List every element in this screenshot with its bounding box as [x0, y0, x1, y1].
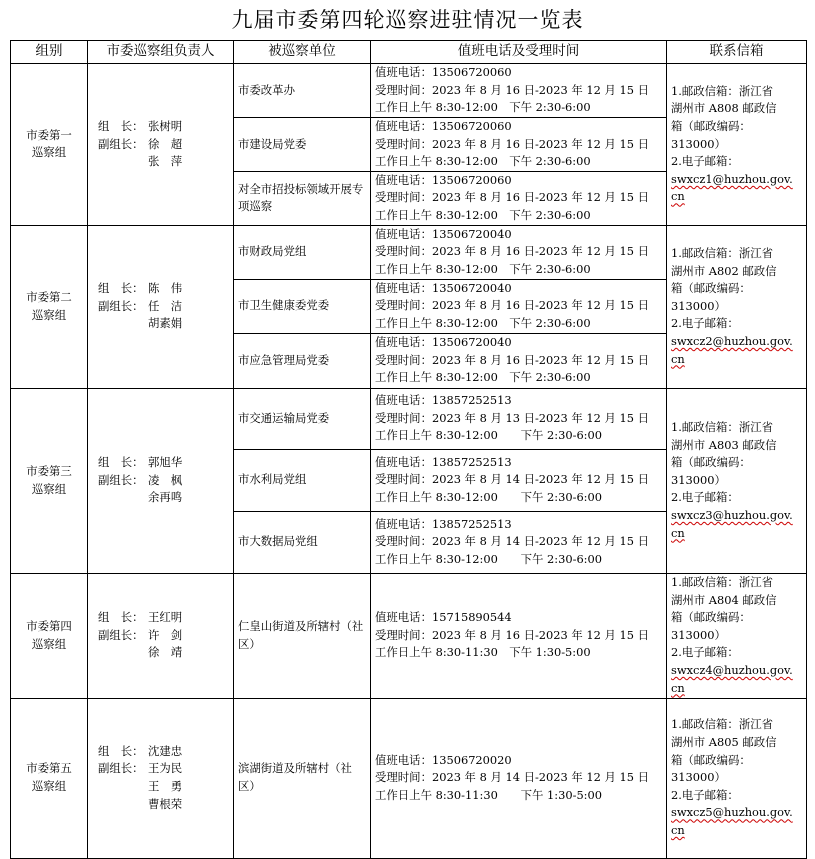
unit-cell: 市应急管理局党委: [234, 333, 371, 388]
unit-cell: 市财政局党组: [234, 225, 371, 279]
mailbox-line: 湖州市 A803 邮政信: [671, 437, 777, 452]
leader-name: 张 萍: [148, 154, 183, 169]
duty-line: 受理时间：2023 年 8 月 14 日-2023 年 12 月 15 日: [375, 770, 650, 785]
leader-name: 胡素娟: [148, 316, 183, 331]
mailbox-line: 箱（邮政编码：: [671, 281, 751, 296]
page-title: 九届市委第四轮巡察进驻情况一览表: [231, 8, 584, 32]
leader-line: [98, 743, 229, 761]
duty-line: 值班电话：13506720060: [375, 119, 512, 133]
email-line: swxcz4@huzhou.gov.: [671, 662, 793, 677]
unit-cell: 市交通运输局党委: [234, 388, 371, 449]
header-group: 组别: [11, 41, 88, 64]
leader-line: [98, 489, 229, 507]
duty-line: 受理时间：2023 年 8 月 16 日-2023 年 12 月 15 日: [375, 298, 650, 313]
mailbox-cell: [667, 388, 807, 573]
duty-line: 受理时间：2023 年 8 月 13 日-2023 年 12 月 15 日: [375, 410, 650, 425]
duty-line: 值班电话：13506720060: [375, 172, 512, 187]
group-name-line: 巡察组: [31, 307, 67, 322]
duty-line: 值班电话：13506720020: [375, 752, 512, 767]
duty-line: 工作日上午 8:30-11:30 下午 1:30-5:00: [375, 645, 591, 660]
leader-name: 余再鸣: [148, 490, 183, 505]
duty-line: 工作日上午 8:30-11:30 下午 1:30-5:00: [375, 787, 603, 802]
leader-name: 王红明: [148, 610, 183, 625]
mailbox-line: 2.电子邮箱：: [671, 154, 739, 169]
duty-line: 受理时间：2023 年 8 月 14 日-2023 年 12 月 15 日: [375, 534, 650, 549]
leader-name: 张树明: [148, 119, 183, 133]
email-line: cn: [671, 189, 685, 204]
leader-line: [98, 153, 229, 171]
table-row: [11, 698, 807, 858]
leader-role: 副组长：: [98, 298, 144, 313]
mailbox-line: 2.电子邮箱：: [671, 787, 739, 802]
email-line: swxcz3@huzhou.gov.: [671, 507, 793, 522]
leader-name: 徐 靖: [148, 645, 183, 660]
leader-line: [98, 280, 229, 298]
group-name-line: 巡察组: [31, 481, 67, 496]
leader-name: 王为民: [148, 761, 183, 776]
mailbox-line: 箱（邮政编码：: [671, 119, 751, 133]
leader-line: [98, 796, 229, 814]
leaders-cell: [88, 573, 234, 698]
duty-cell: [371, 171, 667, 225]
inspection-table: [10, 40, 807, 859]
duty-cell: [371, 225, 667, 279]
leader-name: 任 洁: [148, 298, 183, 313]
group-name-cell: [11, 64, 88, 226]
header-leaders: 市委巡察组负责人: [88, 41, 234, 64]
duty-line: 值班电话：13506720040: [375, 226, 512, 241]
group-name-line: 巡察组: [31, 779, 67, 794]
email-line: swxcz2@huzhou.gov.: [671, 334, 793, 349]
duty-cell: [371, 64, 667, 118]
header-duty: 值班电话及受理时间: [371, 41, 667, 64]
duty-line: 受理时间：2023 年 8 月 16 日-2023 年 12 月 15 日: [375, 627, 650, 642]
leader-line: [98, 627, 229, 645]
email-line: cn: [671, 823, 685, 838]
group-name-line: 市委第三: [26, 463, 72, 478]
mailbox-line: 313000）: [671, 770, 726, 785]
mailbox-cell: [667, 225, 807, 388]
table-body: [11, 64, 807, 859]
duty-line: 受理时间：2023 年 8 月 16 日-2023 年 12 月 15 日: [375, 82, 650, 97]
duty-line: 值班电话：13506720040: [375, 335, 512, 350]
duty-cell: [371, 573, 667, 698]
group-name-cell: [11, 388, 88, 573]
mailbox-cell: [667, 64, 807, 226]
leader-line: [98, 644, 229, 662]
duty-line: 值班电话：13857252513: [375, 516, 512, 531]
leader-role: 组 长：: [98, 281, 144, 296]
leader-line: [98, 778, 229, 796]
duty-cell: [371, 333, 667, 388]
leader-role: 组 长：: [98, 455, 144, 470]
unit-cell: 对全市招投标领域开展专项巡察: [234, 171, 371, 225]
leader-name: 曹根荣: [148, 796, 183, 811]
leaders-cell: [88, 225, 234, 388]
mailbox-line: 箱（邮政编码：: [671, 752, 751, 767]
duty-line: 值班电话：13857252513: [375, 454, 512, 469]
mailbox-line: 箱（邮政编码：: [671, 455, 751, 470]
duty-line: 工作日上午 8:30-12:00 下午 2:30-6:00: [375, 370, 591, 385]
leader-name: 许 剑: [148, 627, 183, 642]
leader-name: 陈 伟: [148, 281, 183, 296]
group-name-line: 市委第五: [26, 761, 72, 776]
header-unit: 被巡察单位: [234, 41, 371, 64]
mailbox-cell: [667, 698, 807, 858]
leader-line: [98, 136, 229, 154]
mailbox-line: 313000）: [671, 627, 726, 642]
leader-role: 副组长：: [98, 472, 144, 487]
duty-line: 受理时间：2023 年 8 月 16 日-2023 年 12 月 15 日: [375, 352, 650, 367]
duty-line: 值班电话：13857252513: [375, 393, 512, 408]
duty-line: 值班电话：13506720060: [375, 65, 512, 80]
email-line: swxcz1@huzhou.gov.: [671, 171, 793, 186]
leader-role: 副组长：: [98, 761, 144, 776]
mailbox-line: 313000）: [671, 298, 726, 313]
email-line: swxcz5@huzhou.gov.: [671, 805, 793, 820]
leader-name: 徐 超: [148, 136, 183, 151]
duty-cell: [371, 279, 667, 333]
table-row: [11, 388, 807, 449]
group-name-line: 巡察组: [31, 145, 67, 160]
unit-cell: 市建设局党委: [234, 118, 371, 172]
group-name-line: 市委第四: [26, 618, 72, 633]
mailbox-line: 1.邮政信箱：浙江省: [671, 83, 773, 98]
leader-role: 组 长：: [98, 610, 144, 625]
duty-line: 工作日上午 8:30-12:00 下午 2:30-6:00: [375, 262, 591, 277]
duty-line: 值班电话：15715890544: [375, 610, 512, 625]
mailbox-line: 2.电子邮箱：: [671, 645, 739, 660]
table-row: [11, 573, 807, 698]
leaders-cell: [88, 388, 234, 573]
mailbox-line: 1.邮政信箱：浙江省: [671, 574, 773, 589]
unit-cell: 滨湖街道及所辖村（社区）: [234, 698, 371, 858]
leader-line: [98, 118, 229, 136]
unit-cell: 仁皇山街道及所辖村（社区）: [234, 573, 371, 698]
leader-role: 组 长：: [98, 119, 144, 133]
unit-cell: 市大数据局党组: [234, 511, 371, 573]
email-line: cn: [671, 525, 685, 540]
header-mailbox: 联系信箱: [667, 41, 807, 64]
duty-line: 受理时间：2023 年 8 月 14 日-2023 年 12 月 15 日: [375, 472, 650, 487]
leader-role: 副组长：: [98, 136, 144, 151]
mailbox-line: 2.电子邮箱：: [671, 316, 739, 331]
unit-cell: 市委改革办: [234, 64, 371, 118]
group-name-line: 巡察组: [31, 636, 67, 651]
duty-line: 受理时间：2023 年 8 月 16 日-2023 年 12 月 15 日: [375, 190, 650, 205]
leaders-cell: [88, 698, 234, 858]
leader-name: 沈建忠: [148, 743, 183, 758]
group-name-cell: [11, 698, 88, 858]
table-row: [11, 225, 807, 279]
leader-line: [98, 454, 229, 472]
mailbox-line: 湖州市 A805 邮政信: [671, 735, 777, 750]
duty-cell: [371, 118, 667, 172]
email-line: cn: [671, 680, 685, 695]
leader-name: 郭旭华: [148, 455, 183, 470]
mailbox-line: 1.邮政信箱：浙江省: [671, 246, 773, 261]
mailbox-line: 湖州市 A808 邮政信: [671, 101, 777, 116]
duty-cell: [371, 698, 667, 858]
header-row: [11, 41, 807, 64]
mailbox-line: 湖州市 A804 邮政信: [671, 592, 777, 607]
leader-line: [98, 315, 229, 333]
unit-cell: 市卫生健康委党委: [234, 279, 371, 333]
duty-cell: [371, 388, 667, 449]
leader-name: 凌 枫: [148, 472, 183, 487]
duty-line: 工作日上午 8:30-12:00 下午 2:30-6:00: [375, 315, 591, 330]
duty-line: 受理时间：2023 年 8 月 16 日-2023 年 12 月 15 日: [375, 244, 650, 259]
duty-line: 工作日上午 8:30-12:00 下午 2:30-6:00: [375, 428, 603, 443]
leader-name: 王 勇: [148, 779, 183, 794]
mailbox-line: 箱（邮政编码：: [671, 610, 751, 625]
leader-line: [98, 609, 229, 627]
duty-line: 工作日上午 8:30-12:00 下午 2:30-6:00: [375, 208, 591, 223]
duty-line: 工作日上午 8:30-12:00 下午 2:30-6:00: [375, 489, 603, 504]
mailbox-line: 2.电子邮箱：: [671, 490, 739, 505]
leader-line: [98, 472, 229, 490]
duty-line: 受理时间：2023 年 8 月 16 日-2023 年 12 月 15 日: [375, 136, 650, 151]
leader-role: 副组长：: [98, 627, 144, 642]
mailbox-line: 1.邮政信箱：浙江省: [671, 419, 773, 434]
duty-cell: [371, 511, 667, 573]
group-name-cell: [11, 573, 88, 698]
duty-line: 值班电话：13506720040: [375, 280, 512, 295]
duty-line: 工作日上午 8:30-12:00 下午 2:30-6:00: [375, 154, 591, 169]
duty-cell: [371, 449, 667, 511]
leader-role: 组 长：: [98, 743, 144, 758]
group-name-line: 市委第二: [26, 290, 72, 305]
duty-line: 工作日上午 8:30-12:00 下午 2:30-6:00: [375, 100, 591, 115]
mailbox-line: 1.邮政信箱：浙江省: [671, 717, 773, 732]
mailbox-cell: [667, 573, 807, 698]
leader-line: [98, 760, 229, 778]
mailbox-line: 湖州市 A802 邮政信: [671, 263, 777, 278]
unit-cell: 市水利局党组: [234, 449, 371, 511]
group-name-cell: [11, 225, 88, 388]
table-row: [11, 64, 807, 118]
group-name-line: 市委第一: [26, 127, 72, 142]
email-line: cn: [671, 351, 685, 366]
mailbox-line: 313000）: [671, 472, 726, 487]
leader-line: [98, 298, 229, 316]
duty-line: 工作日上午 8:30-12:00 下午 2:30-6:00: [375, 551, 603, 566]
mailbox-line: 313000）: [671, 136, 726, 151]
leaders-cell: [88, 64, 234, 226]
